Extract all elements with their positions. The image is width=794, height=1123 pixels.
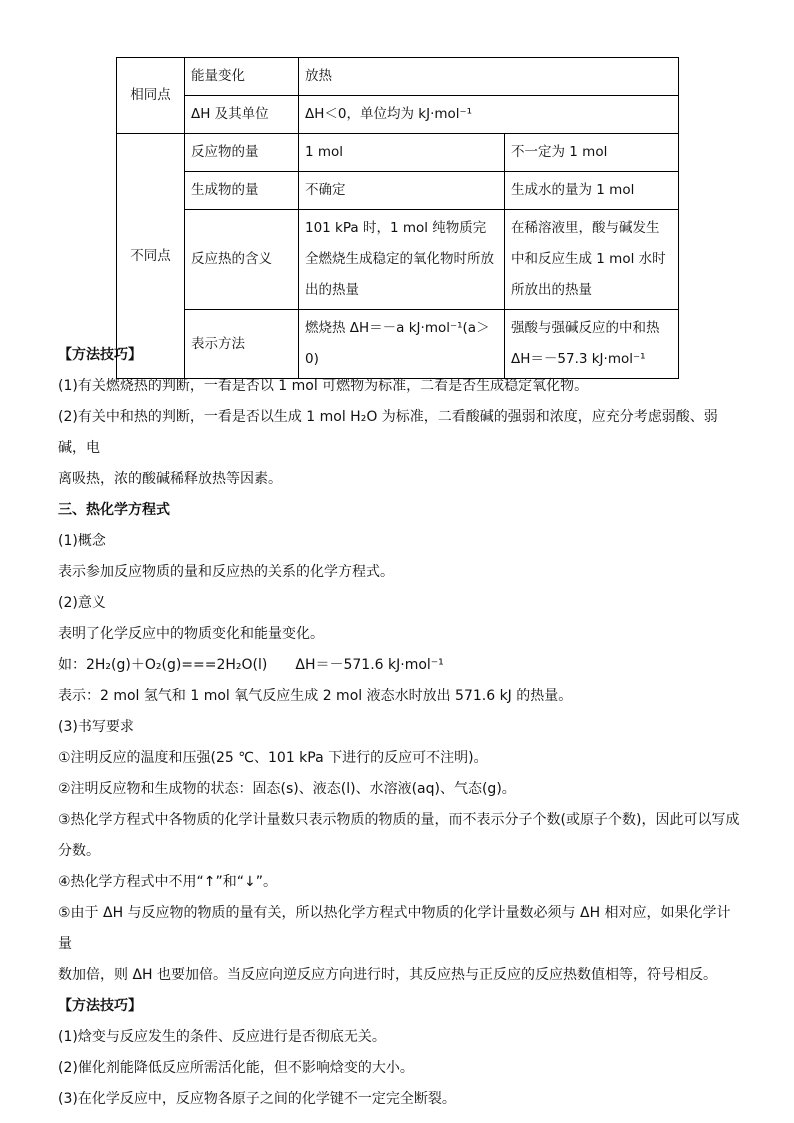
same-points-cell: 相同点 — [117, 58, 185, 134]
attribute-cell: 反应热的含义 — [185, 210, 299, 310]
table-row — [117, 96, 679, 134]
body-text — [58, 340, 742, 1115]
list-item: ③热化学方程式中各物质的化学计量数只表示物质的物质的量，而不表示分子个数(或原子个数)，因此可以写成 — [58, 812, 740, 828]
attribute-cell: 能量变化 — [185, 58, 299, 96]
combustion-cell: 不确定 — [299, 172, 505, 210]
table-row — [117, 134, 679, 172]
method-tips-title: 【方法技巧】 — [58, 347, 142, 363]
list-item-continued: 分数。 — [58, 843, 100, 859]
paragraph: (2)催化剂能降低反应所需活化能，但不影响焓变的大小。 — [58, 1060, 414, 1076]
table-row — [117, 210, 679, 310]
list-item: ⑤由于 ΔH 与反应物的物质的量有关，所以热化学方程式中物质的化学计量数必须与 ΔH 相对应，如果化学计量 — [58, 905, 731, 952]
combustion-cell: 1 mol — [299, 134, 505, 172]
different-points-cell: 不同点 — [117, 134, 185, 379]
list-item-continued: 数加倍，则 ΔH 也要加倍。当反应向逆反应方向进行时，其反应热与正反应的反应热数值相等，符号相反。 — [58, 967, 718, 983]
paragraph: 离吸热，浓的酸碱稀释放热等因素。 — [58, 471, 282, 487]
subheading: (2)意义 — [58, 595, 106, 611]
subheading: (3)书写要求 — [58, 719, 134, 735]
attribute-cell: 反应物的量 — [185, 134, 299, 172]
value-cell: ΔH＜0，单位均为 kJ·mol⁻¹ — [299, 96, 679, 134]
method-tips-title: 【方法技巧】 — [58, 998, 142, 1014]
neutralization-cell: 在稀溶液里，酸与碱发生中和反应生成 1 mol 水时所放出的热量 — [505, 210, 679, 310]
combustion-cell: 101 kPa 时，1 mol 纯物质完全燃烧生成稳定的氧化物时所放出的热量 — [299, 210, 505, 310]
list-item: ②注明反应物和生成物的状态：固态(s)、液态(l)、水溶液(aq)、气态(g)。 — [58, 781, 516, 797]
attribute-cell: ΔH 及其单位 — [185, 96, 299, 134]
list-item: ①注明反应的温度和压强(25 ℃、101 kPa 下进行的反应可不注明)。 — [58, 750, 488, 766]
paragraph: (1)焓变与反应发生的条件、反应进行是否彻底无关。 — [58, 1029, 386, 1045]
section-heading: 三、热化学方程式 — [58, 502, 170, 518]
equation-example: 如：2H₂(g)＋O₂(g)===2H₂O(l) ΔH＝－571.6 kJ·mol⁻¹ — [58, 657, 444, 673]
neutralization-cell: 不一定为 1 mol — [505, 134, 679, 172]
paragraph: 表明了化学反应中的物质变化和能量变化。 — [58, 626, 324, 642]
table-row — [117, 58, 679, 96]
subheading: (1)概念 — [58, 533, 106, 549]
paragraph: 表示参加反应物质的量和反应热的关系的化学方程式。 — [58, 564, 394, 580]
value-cell: 放热 — [299, 58, 679, 96]
comparison-table — [116, 57, 679, 379]
paragraph: 表示：2 mol 氢气和 1 mol 氧气反应生成 2 mol 液态水时放出 571.6 kJ 的热量。 — [58, 688, 573, 704]
attribute-cell: 生成物的量 — [185, 172, 299, 210]
paragraph: (1)有关燃烧热的判断，一看是否以 1 mol 可燃物为标准，二看是否生成稳定氧化物。 — [58, 378, 589, 394]
attribute-cell: 表示方法 — [185, 310, 299, 379]
neutralization-cell: 强酸与强碱反应的中和热 ΔH＝－57.3 kJ·mol⁻¹ — [505, 310, 679, 379]
list-item: ④热化学方程式中不用“↑”和“↓”。 — [58, 874, 278, 890]
paragraph: (3)在化学反应中，反应物各原子之间的化学键不一定完全断裂。 — [58, 1091, 456, 1107]
combustion-cell: 燃烧热 ΔH＝－a kJ·mol⁻¹(a＞0) — [299, 310, 505, 379]
neutralization-cell: 生成水的量为 1 mol — [505, 172, 679, 210]
table-row — [117, 172, 679, 210]
paragraph: (2)有关中和热的判断，一看是否以生成 1 mol H₂O 为标准，二看酸碱的强弱和浓度，应充分考虑弱酸、弱碱，电 — [58, 409, 718, 456]
